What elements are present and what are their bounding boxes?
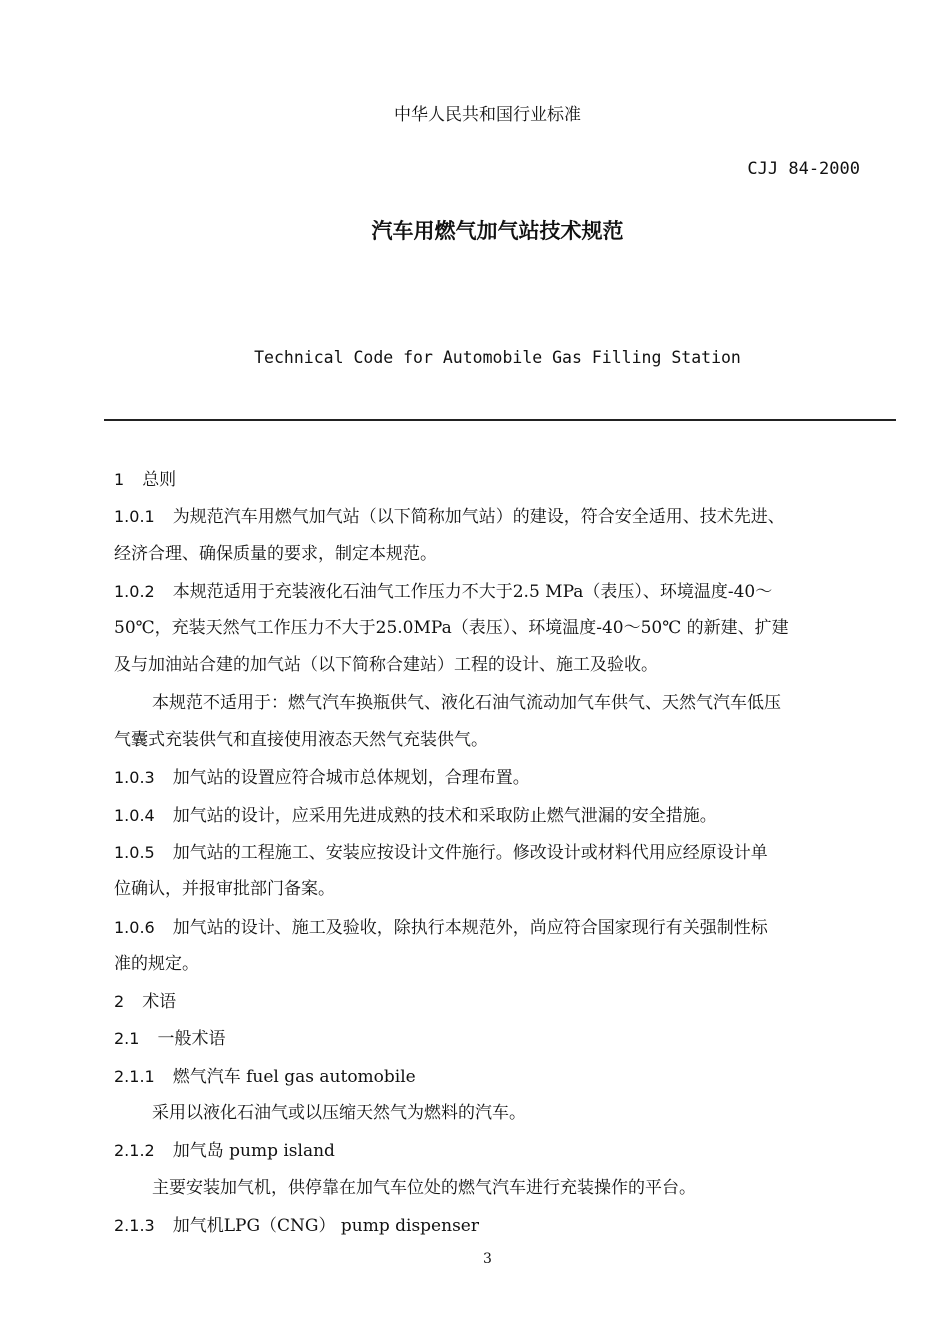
clause-line: 及与加油站合建的加气站（以下简称合建站）工程的设计、施工及验收。 [114,655,658,676]
term-number: 2.1.3 [114,1215,155,1235]
clause-text: 本规范适用于充装液化石油气工作压力不大于2.5 MPa（表压）、环境温度-40～ [172,581,773,602]
section-title: 总则 [142,470,177,490]
clause-number: 1.0.2 [114,581,155,601]
standard-code: CJJ 84-2000 [747,159,860,179]
clause-line [114,797,884,834]
term-name: 加气机LPG（CNG） pump dispenser [172,1215,479,1236]
clause-number: 1.0.3 [114,768,155,788]
clause-line [114,909,884,946]
clause-line: 位确认，并报审批部门备案。 [114,879,335,900]
clause-text: 加气站的设计，应采用先进成熟的技术和采取防止燃气泄漏的安全措施。 [172,805,717,826]
page-number: 3 [483,1251,492,1267]
term-heading [114,1207,884,1244]
clause-number: 1.0.1 [114,507,155,527]
clause-line: 气囊式充装供气和直接使用液态天然气充装供气。 [114,730,488,751]
subsection-heading [114,1020,884,1057]
document-title: 汽车用燃气加气站技术规范 [371,219,624,243]
term-definition: 主要安装加气机，供停靠在加气车位处的燃气汽车进行充装操作的平台。 [152,1177,696,1198]
section-number: 2 [114,992,125,1012]
clause-line [114,573,884,610]
term-heading [114,1058,884,1095]
clause-number: 1.0.4 [114,805,155,825]
section-heading [114,983,884,1020]
clause-line [114,834,884,871]
section-heading [114,461,884,498]
english-title: Technical Code for Automobile Gas Filling Station [254,348,741,367]
clause-number: 1.0.6 [114,917,155,937]
term-number: 2.1.2 [114,1141,155,1161]
term-number: 2.1.1 [114,1066,155,1086]
section-number: 1 [114,470,125,489]
clause-line: 经济合理、确保质量的要求，制定本规范。 [114,543,437,564]
document-body [114,461,884,1244]
clause-text: 为规范汽车用燃气加气站（以下简称加气站）的建设，符合安全适用、技术先进、 [172,507,785,528]
clause-line: 50℃，充装天然气工作压力不大于25.0MPa（表压）、环境温度-40～50℃ 的新建、扩建 [114,618,789,639]
clause-line [114,759,884,796]
term-name: 燃气汽车 fuel gas automobile [172,1066,416,1087]
clause-text: 加气站的设计、施工及验收，除执行本规范外，尚应符合国家现行有关强制性标 [172,917,768,938]
clause-number: 1.0.5 [114,842,155,862]
term-name: 加气岛 pump island [172,1141,335,1162]
term-definition: 采用以液化石油气或以压缩天然气为燃料的汽车。 [152,1103,526,1124]
subsection-title: 一般术语 [157,1029,226,1050]
clause-paragraph: 本规范不适用于：燃气汽车换瓶供气、液化石油气流动加气车供气、天然气汽车低压 [152,692,781,713]
title-divider [104,419,896,421]
clause-text: 加气站的设置应符合城市总体规划，合理布置。 [172,768,530,789]
issuing-organization: 中华人民共和国行业标准 [394,105,581,125]
section-title: 术语 [142,992,177,1013]
clause-line: 准的规定。 [114,953,199,974]
subsection-number: 2.1 [114,1029,140,1049]
term-heading [114,1132,884,1169]
clause-text: 加气站的工程施工、安装应按设计文件施行。修改设计或材料代用应经原设计单 [172,842,768,863]
clause-line [114,498,884,535]
